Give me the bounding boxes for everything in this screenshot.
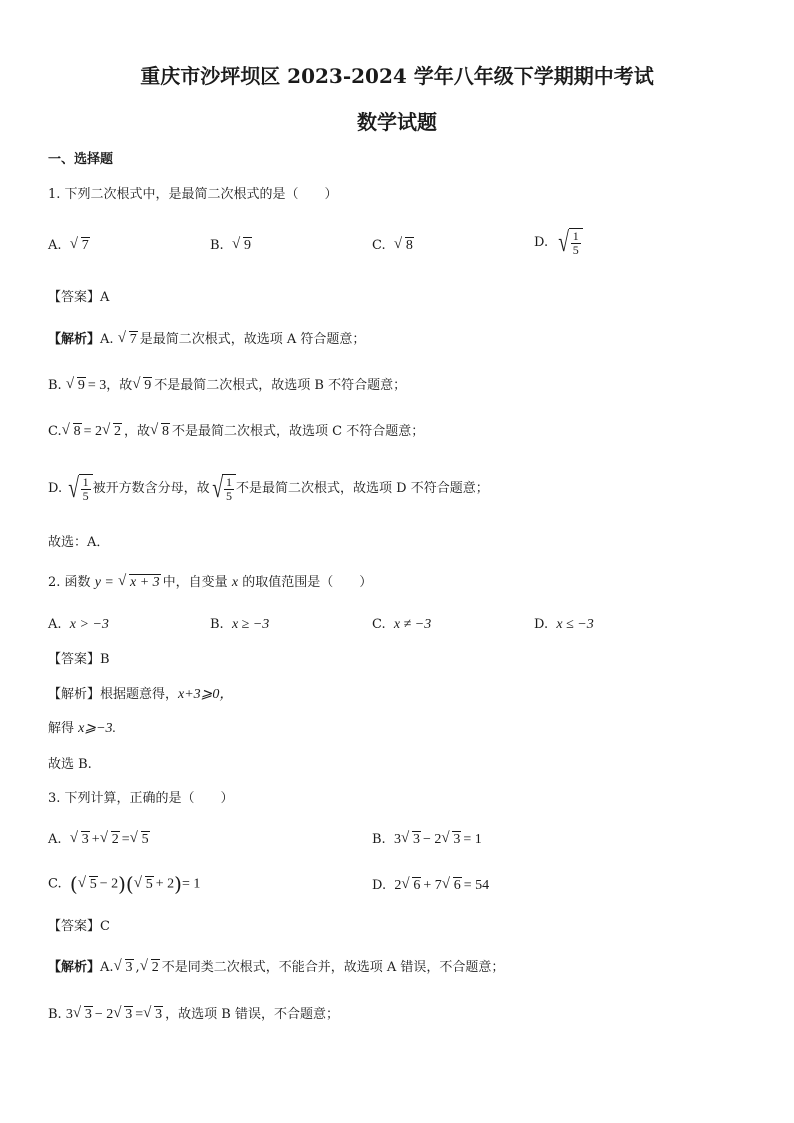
- section-heading: 一、选择题: [48, 152, 114, 167]
- q1-option-a: A. √ 7: [48, 236, 92, 256]
- document-subtitle: 数学试题: [357, 110, 437, 134]
- q2-option-a: A. x > −3: [48, 617, 109, 632]
- q2-choose: 故选 B.: [48, 757, 92, 772]
- sqrt-symbol: √ 7: [70, 236, 90, 256]
- document-title: 重庆市沙坪坝区 2023-2024 学年八年级下学期期中考试: [140, 64, 654, 88]
- q1-analysis-b: B. √ 9 = 3，故√ 9 不是最简二次根式，故选项 B 不符合题意；: [48, 376, 406, 396]
- q2-answer: 【答案】B: [48, 652, 110, 667]
- sqrt-symbol: √ 8: [394, 236, 414, 256]
- q2-stem: 2. 函数 y = √ x + 3 中，自变量 x 的取值范围是（ ）: [48, 573, 372, 593]
- q2-option-d: D. x ≤ −3: [534, 617, 594, 632]
- q3-answer: 【答案】C: [48, 919, 110, 934]
- q2-option-b: B. x ≥ −3: [210, 617, 270, 632]
- q3-analysis-a: 【解析】A.√ 3 ,√ 2 不是同类二次根式，不能合并，故选项 A 错误，不合题意；: [48, 958, 504, 978]
- q1-choose: 故选：A．: [48, 535, 110, 550]
- q3-option-d: D. 2√ 6 + 7√ 6 = 54: [372, 876, 489, 896]
- sqrt-symbol: √ 9: [232, 236, 252, 256]
- q1-answer: 【答案】A: [48, 290, 110, 305]
- q1-option-d: D. √ $\frac{1}{5}$: [534, 228, 583, 257]
- q3-analysis-b: B. 3√ 3 − 2√ 3 =√ 3 ，故选项 B 错误，不合题意；: [48, 1005, 339, 1025]
- q1-option-c: C. √ 8: [372, 236, 416, 256]
- q3-option-c: C. (√ 5 − 2)(√ 5 + 2)= 1: [48, 874, 200, 895]
- q3-option-b: B. 3√ 3 − 2√ 3 = 1: [372, 830, 482, 850]
- q1-analysis-d: D. √ $\frac{1}{5}$ 被开方数含分母，故 √ $\frac{1}{5}$ 不是最简二次根式，故选项 D 不符合题意；: [48, 472, 489, 504]
- q3-stem: 3. 下列计算，正确的是（ ）: [48, 791, 234, 806]
- q2-analysis: 【解析】根据题意得，x+3⩾0，: [48, 687, 234, 702]
- q1-stem: 1. 下列二次根式中，是最简二次根式的是（ ）: [48, 187, 338, 202]
- q1-analysis-a: 【解析】A. √ 7 是最简二次根式，故选项 A 符合题意；: [48, 330, 365, 350]
- q1-option-b: B. √ 9: [210, 236, 254, 256]
- q2-solve: 解得 x⩾−3.: [48, 721, 117, 736]
- q1-analysis-c: C.√ 8 = 2√ 2 ，故√ 8 不是最简二次根式，故选项 C 不符合题意；: [48, 422, 424, 442]
- sqrt-fraction: √ $\frac{1}{5}$: [556, 228, 582, 257]
- q2-option-c: C. x ≠ −3: [372, 617, 432, 632]
- q3-option-a: A. √ 3 +√ 2 =√ 5: [48, 830, 152, 850]
